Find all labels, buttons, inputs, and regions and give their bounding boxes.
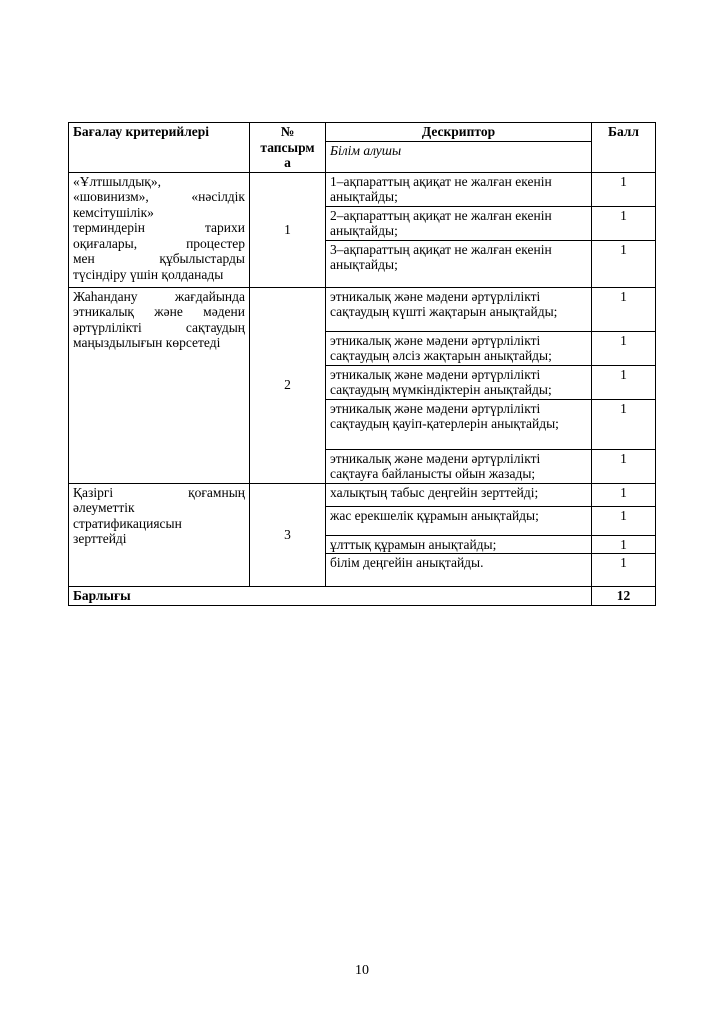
descriptor-cell: халықтың табыс деңгейін зерттейді; — [326, 483, 592, 506]
descriptor-cell: этникалық және мәдени әртүрлілікті сақтауға байланысты ойын жазады; — [326, 449, 592, 483]
score-cell: 1 — [592, 399, 656, 449]
table-row — [69, 287, 656, 331]
criterion-line: Қазіргі қоғамның — [73, 484, 245, 500]
descriptor-cell: этникалық және мәдени әртүрлілікті сақтаудың мүмкіндіктерін анықтайды; — [326, 365, 592, 399]
criterion-line: кемсітушілік» — [73, 204, 154, 220]
descriptor-cell: 1–ақпараттың ақиқат не жалған екенін анықтайды; — [326, 172, 592, 206]
header-row — [69, 123, 656, 142]
criterion-cell-2 — [69, 287, 250, 483]
score-cell: 1 — [592, 206, 656, 240]
criterion-cell-3 — [69, 483, 250, 587]
score-cell: 1 — [592, 240, 656, 287]
descriptor-cell: жас ерекшелік құрамын анықтайды; — [326, 506, 592, 535]
table-row — [69, 483, 656, 506]
score-cell: 1 — [592, 449, 656, 483]
descriptor-cell: этникалық және мәдени әртүрлілікті сақтаудың әлсіз жақтарын анықтайды; — [326, 331, 592, 365]
header-criteria-text: Бағалау критерийлері — [73, 124, 210, 139]
descriptor-cell: этникалық және мәдени әртүрлілікті сақтаудың қауіп-қатерлерін анықтайды; — [326, 399, 592, 449]
criterion-line: маңыздылығын көрсетеді — [73, 335, 221, 350]
score-cell: 1 — [592, 506, 656, 535]
total-score: 12 — [592, 587, 656, 606]
criterion-line: әртүрлілікті сақтаудың — [73, 319, 245, 335]
page-number: 10 — [355, 963, 369, 978]
score-cell: 1 — [592, 331, 656, 365]
score-cell: 1 — [592, 554, 656, 587]
criterion-line: «шовинизм», «нәсілдік — [73, 189, 245, 204]
criterion-line: терминдерін тарихи — [73, 220, 245, 235]
criterion-line: әлеуметтік — [73, 500, 135, 515]
descriptor-cell: 2–ақпараттың ақиқат не жалған екенін анықтайды; — [326, 206, 592, 240]
descriptor-cell: білім деңгейін анықтайды. — [326, 554, 592, 587]
header-descriptor: Дескриптор — [326, 123, 592, 142]
assessment-rubric-table — [68, 122, 656, 606]
criterion-cell-1 — [69, 172, 250, 287]
task-number-cell-1: 1 — [250, 172, 326, 287]
total-label: Барлығы — [69, 587, 592, 606]
header-task-number-line2: тапсырм — [260, 139, 315, 155]
header-task-number-line3: а — [284, 155, 291, 170]
score-cell: 1 — [592, 483, 656, 506]
score-cell: 1 — [592, 172, 656, 206]
header-learner: Білім алушы — [326, 141, 592, 172]
score-cell: 1 — [592, 535, 656, 554]
header-criteria — [69, 123, 250, 173]
criterion-line: зерттейді — [73, 531, 127, 546]
table-row — [69, 172, 656, 206]
task-number-cell-3: 3 — [250, 483, 326, 587]
total-row — [69, 587, 656, 606]
score-cell: 1 — [592, 287, 656, 331]
task-number-cell-2: 2 — [250, 287, 326, 483]
header-score: Балл — [592, 123, 656, 173]
header-task-number-line1: № — [280, 124, 295, 139]
descriptor-cell: ұлттық құрамын анықтайды; — [326, 535, 592, 554]
criterion-line: «Ұлтшылдық», — [73, 173, 161, 189]
criterion-line: стратификациясын — [73, 515, 182, 531]
criterion-line: мен құбылыстарды — [73, 251, 245, 266]
descriptor-cell: этникалық және мәдени әртүрлілікті сақтаудың күшті жақтарын анықтайды; — [326, 287, 592, 331]
descriptor-cell: 3–ақпараттың ақиқат не жалған екенін анықтайды; — [326, 240, 592, 287]
criterion-line: оқиғалары, процестер — [73, 235, 245, 251]
header-task-number — [250, 123, 326, 173]
score-cell: 1 — [592, 365, 656, 399]
criterion-line: түсіндіру үшін қолданады — [73, 266, 224, 282]
criterion-line: этникалық және мәдени — [73, 304, 245, 319]
criterion-line: Жаһандану жағдайында — [73, 288, 245, 304]
